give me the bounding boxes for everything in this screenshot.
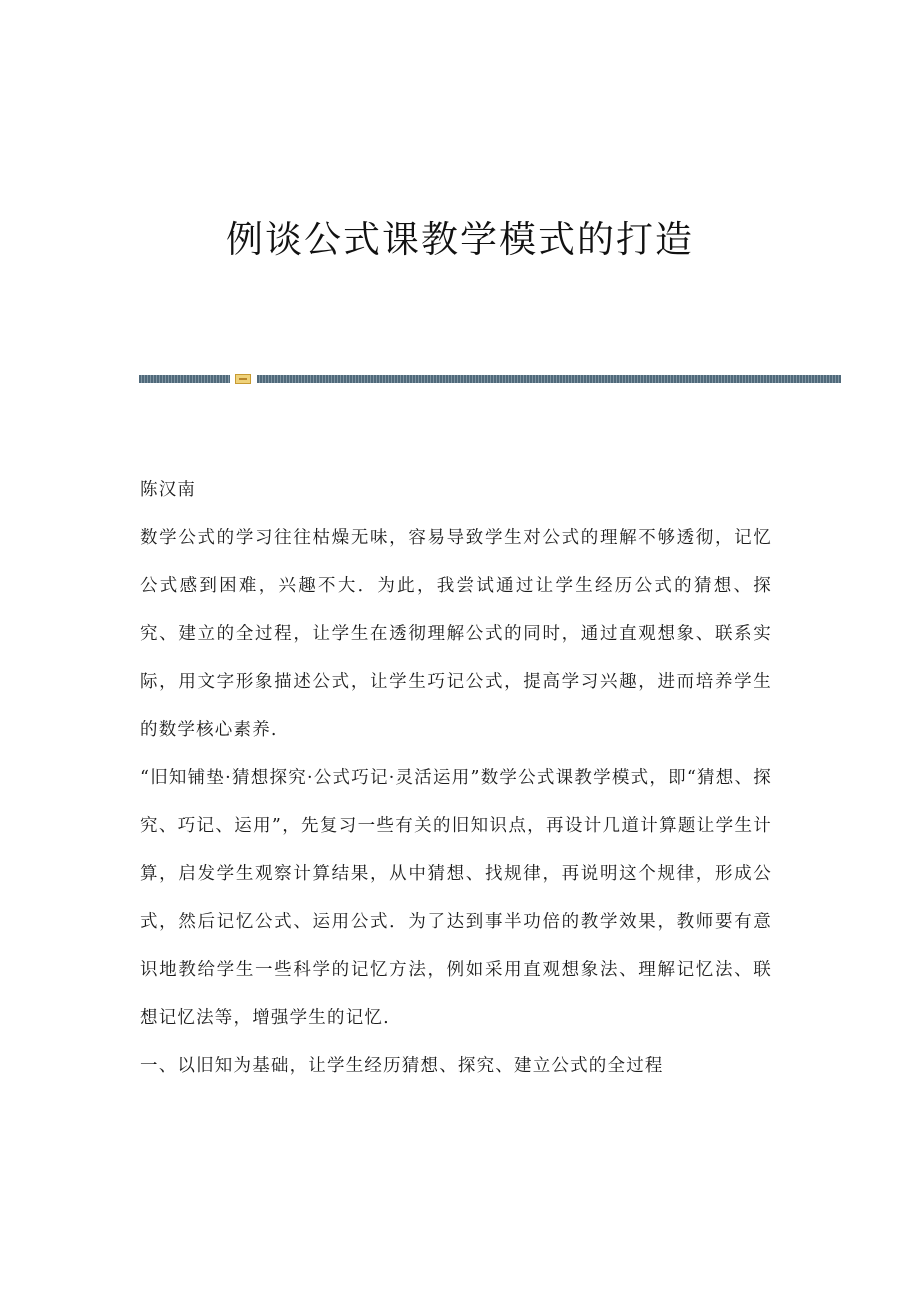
section-heading-1: 一、以旧知为基础，让学生经历猜想、探究、建立公式的全过程 <box>140 1056 664 1076</box>
author-name: 陈汉南 <box>140 480 197 500</box>
paragraph-model: “旧知铺垫·猜想探究·公式巧记·灵活运用”数学公式课教学模式，即“猜想、探究、巧记、运用”，先复习一些有关的旧知识点，再设计几道计算题让学生计算，启发学生观察计算结果，从中猜想、找规律，再说明这个规律，形成公式，然后记忆公式、运用公式．为了达到事半功倍的教学效果，教师要有意识地教给学生一些科学的记忆方法，例如采用直观想象法、理解记忆法、联想记忆法等，增强学生的记忆. <box>140 768 772 1028</box>
divider-ornament-icon <box>235 374 251 384</box>
divider-bar-left <box>139 375 230 383</box>
document-body <box>140 466 772 1090</box>
divider-bar-right <box>257 375 841 383</box>
paragraph-intro: 数学公式的学习往往枯燥无味，容易导致学生对公式的理解不够透彻，记忆公式感到困难，兴趣不大．为此，我尝试通过让学生经历公式的猜想、探究、建立的全过程，让学生在透彻理解公式的同时，通过直观想象、联系实际，用文字形象描述公式，让学生巧记公式，提高学习兴趣，进而培养学生的数学核心素养. <box>140 528 772 740</box>
title-divider <box>139 374 841 384</box>
document-title: 例谈公式课教学模式的打造 <box>226 218 694 261</box>
